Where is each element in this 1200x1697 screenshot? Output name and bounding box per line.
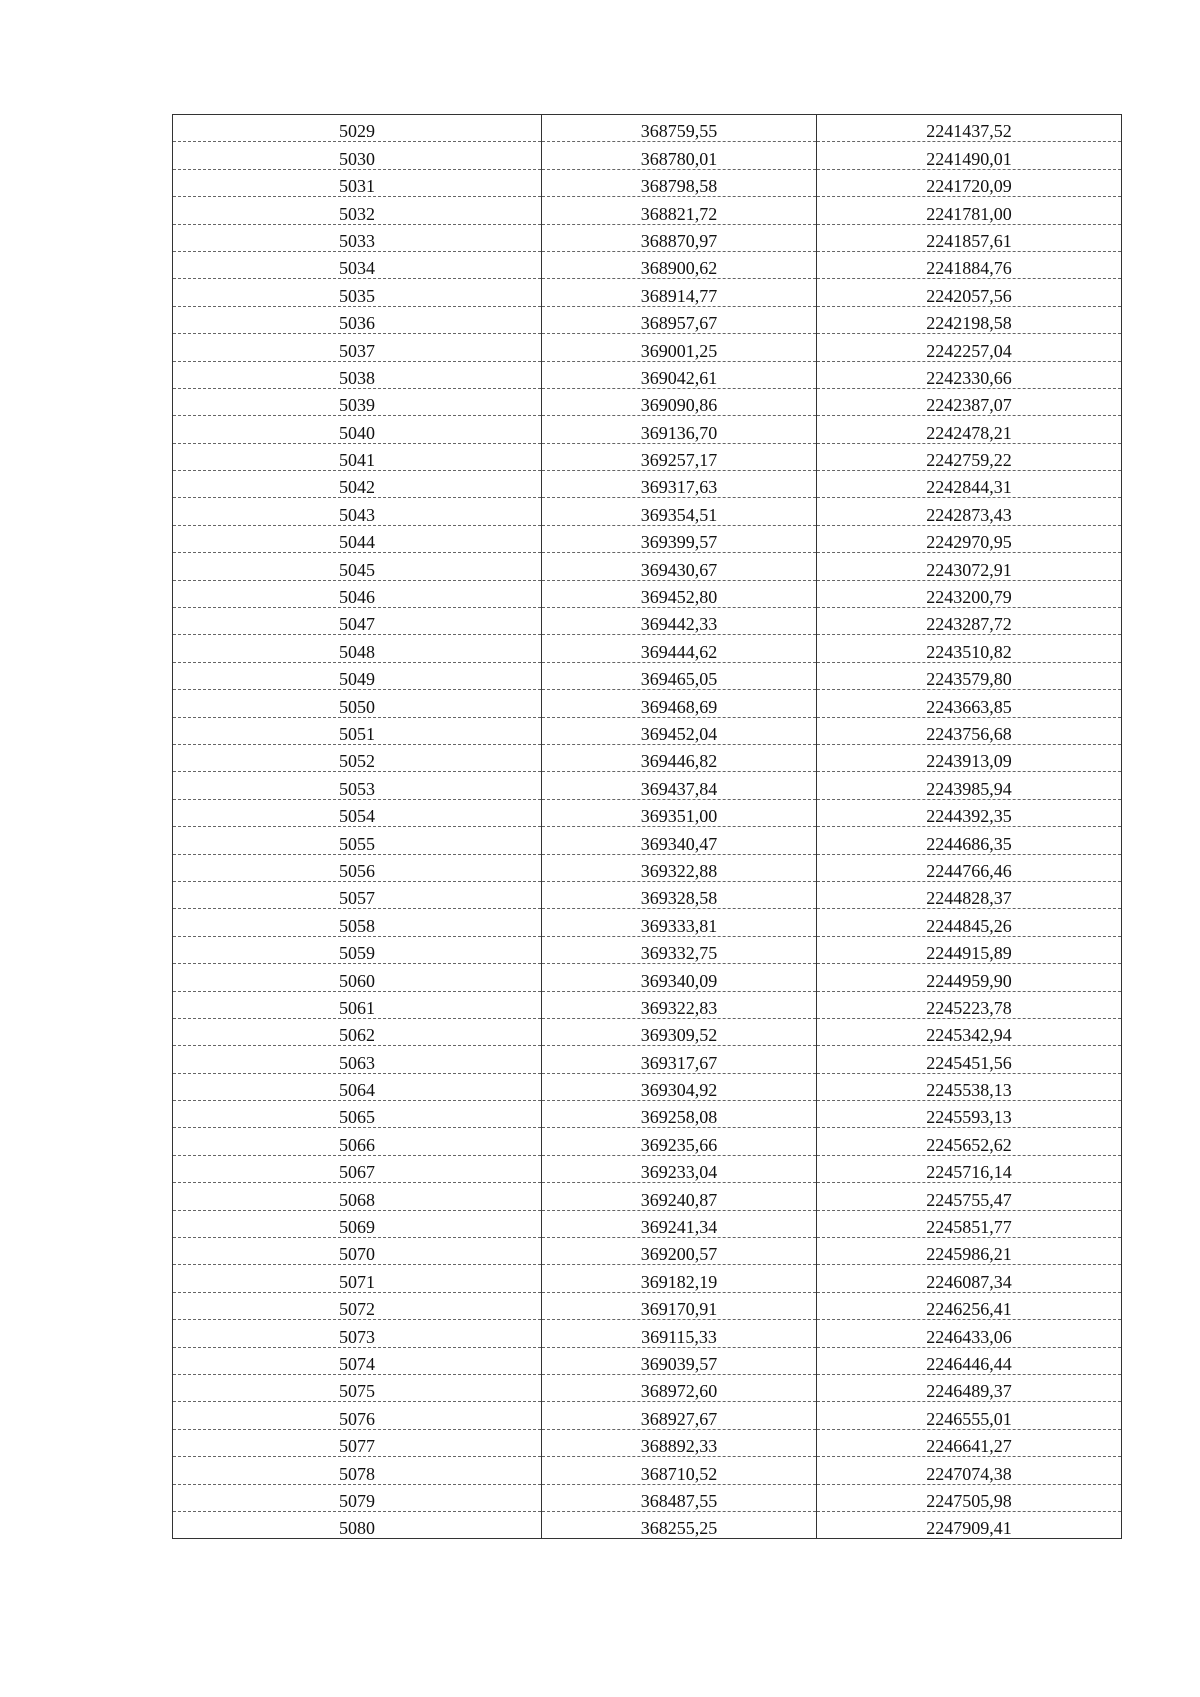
point-number-cell: 5040 [173, 416, 542, 443]
table-row [173, 169, 1122, 196]
table-row [173, 251, 1122, 278]
x-coordinate-cell: 369430,67 [542, 553, 817, 580]
point-number-cell: 5030 [173, 142, 542, 169]
point-number-cell: 5057 [173, 881, 542, 908]
table-row [173, 416, 1122, 443]
x-coordinate-cell: 369241,34 [542, 1210, 817, 1237]
table-row [173, 471, 1122, 498]
x-coordinate-cell: 368759,55 [542, 115, 817, 142]
table-row [173, 799, 1122, 826]
table-row [173, 635, 1122, 662]
table-row [173, 936, 1122, 963]
table-row [173, 1320, 1122, 1347]
point-number-cell: 5051 [173, 717, 542, 744]
y-coordinate-cell: 2245223,78 [817, 991, 1122, 1018]
y-coordinate-cell: 2242478,21 [817, 416, 1122, 443]
x-coordinate-cell: 369115,33 [542, 1320, 817, 1347]
x-coordinate-cell: 369328,58 [542, 881, 817, 908]
x-coordinate-cell: 369258,08 [542, 1101, 817, 1128]
point-number-cell: 5080 [173, 1511, 542, 1538]
x-coordinate-cell: 368957,67 [542, 306, 817, 333]
x-coordinate-cell: 368914,77 [542, 279, 817, 306]
table-row [173, 1265, 1122, 1292]
x-coordinate-cell: 369452,04 [542, 717, 817, 744]
point-number-cell: 5073 [173, 1320, 542, 1347]
y-coordinate-cell: 2242970,95 [817, 525, 1122, 552]
x-coordinate-cell: 368892,33 [542, 1429, 817, 1456]
x-coordinate-cell: 369351,00 [542, 799, 817, 826]
y-coordinate-cell: 2247074,38 [817, 1457, 1122, 1484]
y-coordinate-cell: 2242387,07 [817, 388, 1122, 415]
x-coordinate-cell: 369200,57 [542, 1238, 817, 1265]
point-number-cell: 5053 [173, 772, 542, 799]
table-row [173, 1183, 1122, 1210]
table-row [173, 1238, 1122, 1265]
y-coordinate-cell: 2242873,43 [817, 498, 1122, 525]
table-row [173, 498, 1122, 525]
y-coordinate-cell: 2242057,56 [817, 279, 1122, 306]
table-row [173, 1511, 1122, 1538]
x-coordinate-cell: 368927,67 [542, 1402, 817, 1429]
y-coordinate-cell: 2243985,94 [817, 772, 1122, 799]
point-number-cell: 5039 [173, 388, 542, 415]
point-number-cell: 5075 [173, 1374, 542, 1401]
y-coordinate-cell: 2246555,01 [817, 1402, 1122, 1429]
x-coordinate-cell: 369235,66 [542, 1128, 817, 1155]
table-row [173, 1347, 1122, 1374]
point-number-cell: 5054 [173, 799, 542, 826]
x-coordinate-cell: 369240,87 [542, 1183, 817, 1210]
y-coordinate-cell: 2246433,06 [817, 1320, 1122, 1347]
point-number-cell: 5029 [173, 115, 542, 142]
point-number-cell: 5047 [173, 608, 542, 635]
x-coordinate-cell: 369332,75 [542, 936, 817, 963]
x-coordinate-cell: 368821,72 [542, 197, 817, 224]
table-row [173, 1101, 1122, 1128]
y-coordinate-cell: 2245716,14 [817, 1155, 1122, 1182]
table-row [173, 854, 1122, 881]
x-coordinate-cell: 369465,05 [542, 662, 817, 689]
x-coordinate-cell: 369309,52 [542, 1018, 817, 1045]
y-coordinate-cell: 2244686,35 [817, 827, 1122, 854]
table-row [173, 1429, 1122, 1456]
table-row [173, 1484, 1122, 1511]
y-coordinate-cell: 2243287,72 [817, 608, 1122, 635]
point-number-cell: 5071 [173, 1265, 542, 1292]
y-coordinate-cell: 2241884,76 [817, 251, 1122, 278]
x-coordinate-cell: 369170,91 [542, 1292, 817, 1319]
point-number-cell: 5069 [173, 1210, 542, 1237]
x-coordinate-cell: 368255,25 [542, 1511, 817, 1538]
x-coordinate-cell: 369317,67 [542, 1046, 817, 1073]
table-row [173, 827, 1122, 854]
table-row [173, 142, 1122, 169]
table-row [173, 991, 1122, 1018]
x-coordinate-cell: 369304,92 [542, 1073, 817, 1100]
table-row [173, 1018, 1122, 1045]
y-coordinate-cell: 2244766,46 [817, 854, 1122, 881]
point-number-cell: 5050 [173, 690, 542, 717]
table-row [173, 717, 1122, 744]
y-coordinate-cell: 2242198,58 [817, 306, 1122, 333]
table-row [173, 1046, 1122, 1073]
table-row [173, 881, 1122, 908]
y-coordinate-cell: 2245851,77 [817, 1210, 1122, 1237]
y-coordinate-cell: 2242759,22 [817, 443, 1122, 470]
table-row [173, 1374, 1122, 1401]
x-coordinate-cell: 369322,83 [542, 991, 817, 1018]
point-number-cell: 5032 [173, 197, 542, 224]
point-number-cell: 5037 [173, 334, 542, 361]
point-number-cell: 5045 [173, 553, 542, 580]
table-row [173, 1210, 1122, 1237]
point-number-cell: 5064 [173, 1073, 542, 1100]
point-number-cell: 5061 [173, 991, 542, 1018]
y-coordinate-cell: 2242330,66 [817, 361, 1122, 388]
y-coordinate-cell: 2242844,31 [817, 471, 1122, 498]
point-number-cell: 5044 [173, 525, 542, 552]
x-coordinate-cell: 369042,61 [542, 361, 817, 388]
y-coordinate-cell: 2244392,35 [817, 799, 1122, 826]
y-coordinate-cell: 2243072,91 [817, 553, 1122, 580]
x-coordinate-cell: 369452,80 [542, 580, 817, 607]
x-coordinate-cell: 369446,82 [542, 744, 817, 771]
table-row [173, 361, 1122, 388]
point-number-cell: 5048 [173, 635, 542, 662]
x-coordinate-cell: 369354,51 [542, 498, 817, 525]
table-row [173, 608, 1122, 635]
point-number-cell: 5043 [173, 498, 542, 525]
x-coordinate-cell: 369257,17 [542, 443, 817, 470]
x-coordinate-cell: 368900,62 [542, 251, 817, 278]
y-coordinate-cell: 2247909,41 [817, 1511, 1122, 1538]
y-coordinate-cell: 2246256,41 [817, 1292, 1122, 1319]
table-row [173, 1128, 1122, 1155]
table-row [173, 224, 1122, 251]
x-coordinate-cell: 368710,52 [542, 1457, 817, 1484]
point-number-cell: 5078 [173, 1457, 542, 1484]
x-coordinate-cell: 369437,84 [542, 772, 817, 799]
y-coordinate-cell: 2244828,37 [817, 881, 1122, 908]
x-coordinate-cell: 369340,47 [542, 827, 817, 854]
table-row [173, 553, 1122, 580]
y-coordinate-cell: 2241781,00 [817, 197, 1122, 224]
y-coordinate-cell: 2247505,98 [817, 1484, 1122, 1511]
point-number-cell: 5062 [173, 1018, 542, 1045]
table-row [173, 1155, 1122, 1182]
point-number-cell: 5056 [173, 854, 542, 881]
x-coordinate-cell: 368780,01 [542, 142, 817, 169]
table-row [173, 909, 1122, 936]
x-coordinate-cell: 369468,69 [542, 690, 817, 717]
x-coordinate-cell: 368487,55 [542, 1484, 817, 1511]
table-row [173, 1457, 1122, 1484]
point-number-cell: 5038 [173, 361, 542, 388]
x-coordinate-cell: 368870,97 [542, 224, 817, 251]
y-coordinate-cell: 2246489,37 [817, 1374, 1122, 1401]
y-coordinate-cell: 2245652,62 [817, 1128, 1122, 1155]
x-coordinate-cell: 369090,86 [542, 388, 817, 415]
y-coordinate-cell: 2243579,80 [817, 662, 1122, 689]
point-number-cell: 5059 [173, 936, 542, 963]
point-number-cell: 5067 [173, 1155, 542, 1182]
coordinates-table [172, 114, 1122, 1539]
table-row [173, 1402, 1122, 1429]
point-number-cell: 5072 [173, 1292, 542, 1319]
point-number-cell: 5070 [173, 1238, 542, 1265]
x-coordinate-cell: 369340,09 [542, 964, 817, 991]
y-coordinate-cell: 2246641,27 [817, 1429, 1122, 1456]
table-row [173, 525, 1122, 552]
point-number-cell: 5034 [173, 251, 542, 278]
point-number-cell: 5036 [173, 306, 542, 333]
y-coordinate-cell: 2241490,01 [817, 142, 1122, 169]
table-row [173, 772, 1122, 799]
point-number-cell: 5077 [173, 1429, 542, 1456]
point-number-cell: 5049 [173, 662, 542, 689]
y-coordinate-cell: 2245342,94 [817, 1018, 1122, 1045]
table-row [173, 334, 1122, 361]
coordinates-table-body [173, 115, 1122, 1539]
x-coordinate-cell: 368798,58 [542, 169, 817, 196]
table-row [173, 388, 1122, 415]
table-row [173, 1073, 1122, 1100]
x-coordinate-cell: 369039,57 [542, 1347, 817, 1374]
point-number-cell: 5046 [173, 580, 542, 607]
y-coordinate-cell: 2243663,85 [817, 690, 1122, 717]
table-row [173, 662, 1122, 689]
y-coordinate-cell: 2241437,52 [817, 115, 1122, 142]
table-row [173, 197, 1122, 224]
point-number-cell: 5031 [173, 169, 542, 196]
point-number-cell: 5052 [173, 744, 542, 771]
y-coordinate-cell: 2244845,26 [817, 909, 1122, 936]
y-coordinate-cell: 2245986,21 [817, 1238, 1122, 1265]
x-coordinate-cell: 368972,60 [542, 1374, 817, 1401]
table-row [173, 443, 1122, 470]
x-coordinate-cell: 369333,81 [542, 909, 817, 936]
y-coordinate-cell: 2242257,04 [817, 334, 1122, 361]
y-coordinate-cell: 2241857,61 [817, 224, 1122, 251]
x-coordinate-cell: 369322,88 [542, 854, 817, 881]
y-coordinate-cell: 2241720,09 [817, 169, 1122, 196]
x-coordinate-cell: 369001,25 [542, 334, 817, 361]
x-coordinate-cell: 369136,70 [542, 416, 817, 443]
point-number-cell: 5055 [173, 827, 542, 854]
y-coordinate-cell: 2243510,82 [817, 635, 1122, 662]
y-coordinate-cell: 2243913,09 [817, 744, 1122, 771]
y-coordinate-cell: 2245755,47 [817, 1183, 1122, 1210]
table-row [173, 964, 1122, 991]
point-number-cell: 5041 [173, 443, 542, 470]
point-number-cell: 5058 [173, 909, 542, 936]
x-coordinate-cell: 369182,19 [542, 1265, 817, 1292]
y-coordinate-cell: 2244959,90 [817, 964, 1122, 991]
x-coordinate-cell: 369399,57 [542, 525, 817, 552]
point-number-cell: 5065 [173, 1101, 542, 1128]
y-coordinate-cell: 2243756,68 [817, 717, 1122, 744]
point-number-cell: 5033 [173, 224, 542, 251]
point-number-cell: 5079 [173, 1484, 542, 1511]
x-coordinate-cell: 369442,33 [542, 608, 817, 635]
y-coordinate-cell: 2246446,44 [817, 1347, 1122, 1374]
x-coordinate-cell: 369444,62 [542, 635, 817, 662]
point-number-cell: 5066 [173, 1128, 542, 1155]
point-number-cell: 5076 [173, 1402, 542, 1429]
table-row [173, 744, 1122, 771]
y-coordinate-cell: 2244915,89 [817, 936, 1122, 963]
point-number-cell: 5035 [173, 279, 542, 306]
x-coordinate-cell: 369317,63 [542, 471, 817, 498]
table-row [173, 115, 1122, 142]
table-row [173, 690, 1122, 717]
x-coordinate-cell: 369233,04 [542, 1155, 817, 1182]
point-number-cell: 5063 [173, 1046, 542, 1073]
y-coordinate-cell: 2245451,56 [817, 1046, 1122, 1073]
y-coordinate-cell: 2243200,79 [817, 580, 1122, 607]
point-number-cell: 5068 [173, 1183, 542, 1210]
y-coordinate-cell: 2246087,34 [817, 1265, 1122, 1292]
table-row [173, 279, 1122, 306]
point-number-cell: 5074 [173, 1347, 542, 1374]
point-number-cell: 5042 [173, 471, 542, 498]
table-row [173, 580, 1122, 607]
y-coordinate-cell: 2245593,13 [817, 1101, 1122, 1128]
table-row [173, 1292, 1122, 1319]
table-row [173, 306, 1122, 333]
y-coordinate-cell: 2245538,13 [817, 1073, 1122, 1100]
point-number-cell: 5060 [173, 964, 542, 991]
